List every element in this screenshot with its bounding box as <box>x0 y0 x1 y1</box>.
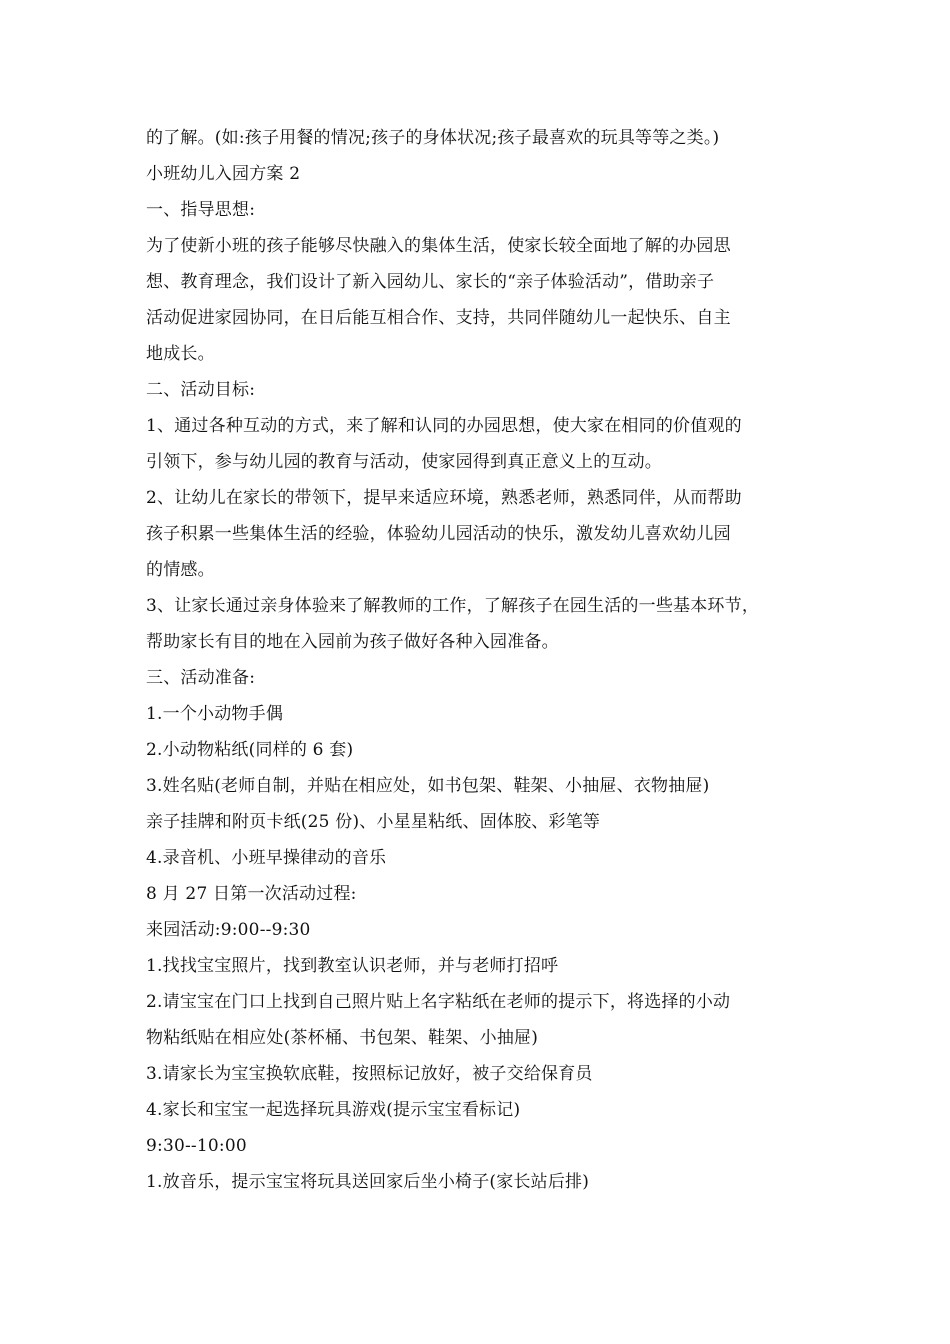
list-item: 1.找找宝宝照片，找到教室认识老师，并与老师打招呼 <box>146 956 559 976</box>
list-item: 亲子挂牌和附页卡纸(25 份)、小星星粘纸、固体胶、彩笔等 <box>146 812 601 832</box>
text-line: 2、让幼儿在家长的带领下，提早来适应环境，熟悉老师，熟悉同伴，从而帮助 <box>146 488 742 508</box>
list-item: 1.一个小动物手偶 <box>146 704 284 724</box>
document-body <box>146 120 826 1200</box>
heading: 二、活动目标: <box>146 380 256 400</box>
section-title: 小班幼儿入园方案 2 <box>146 164 301 184</box>
text-line: 1、通过各种互动的方式，来了解和认同的办园思想，使大家在相同的价值观的 <box>146 416 742 436</box>
list-item: 2.小动物粘纸(同样的 6 套) <box>146 740 354 760</box>
list-item: 3.请家长为宝宝换软底鞋，按照标记放好，被子交给保育员 <box>146 1064 593 1084</box>
text-line: 孩子积累一些集体生活的经验，体验幼儿园活动的快乐，激发幼儿喜欢幼儿园 <box>146 524 731 544</box>
heading: 8 月 27 日第一次活动过程: <box>146 884 357 904</box>
schedule-time: 来园活动:9:00--9:30 <box>146 920 311 940</box>
text-line: 帮助家长有目的地在入园前为孩子做好各种入园准备。 <box>146 632 559 652</box>
text-line: 的情感。 <box>146 560 215 580</box>
list-item: 2.请宝宝在门口上找到自己照片贴上名字粘纸在老师的提示下，将选择的小动 <box>146 992 731 1012</box>
heading: 一、指导思想: <box>146 200 256 220</box>
list-item: 1.放音乐，提示宝宝将玩具送回家后坐小椅子(家长站后排) <box>146 1172 590 1192</box>
list-item: 3.姓名贴(老师自制，并贴在相应处，如书包架、鞋架、小抽屉、衣物抽屉) <box>146 776 710 796</box>
list-item: 4.录音机、小班早操律动的音乐 <box>146 848 387 868</box>
text-line: 为了使新小班的孩子能够尽快融入的集体生活，使家长较全面地了解的办园思 <box>146 236 731 256</box>
text-line: 的了解。(如:孩子用餐的情况;孩子的身体状况;孩子最喜欢的玩具等等之类。) <box>146 128 720 148</box>
list-item: 4.家长和宝宝一起选择玩具游戏(提示宝宝看标记) <box>146 1100 521 1120</box>
text-line: 地成长。 <box>146 344 215 364</box>
text-line: 想、教育理念，我们设计了新入园幼儿、家长的“亲子体验活动”，借助亲子 <box>146 272 715 292</box>
text-line: 3、让家长通过亲身体验来了解教师的工作，了解孩子在园生活的一些基本环节， <box>146 596 760 616</box>
text-line: 引领下，参与幼儿园的教育与活动，使家园得到真正意义上的互动。 <box>146 452 662 472</box>
list-item: 物粘纸贴在相应处(茶杯桶、书包架、鞋架、小抽屉) <box>146 1028 539 1048</box>
heading: 三、活动准备: <box>146 668 256 688</box>
text-line: 活动促进家园协同，在日后能互相合作、支持，共同伴随幼儿一起快乐、自主 <box>146 308 731 328</box>
schedule-time: 9:30--10:00 <box>146 1136 247 1156</box>
